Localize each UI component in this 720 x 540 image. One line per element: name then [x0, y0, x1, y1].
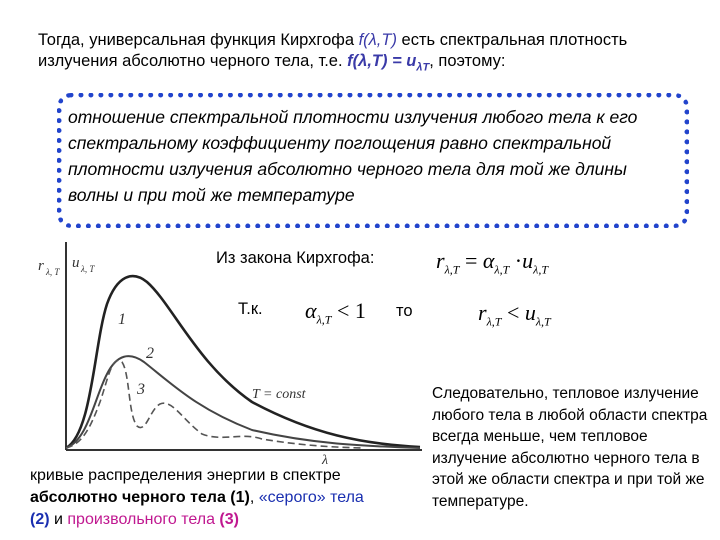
formula1-alpha: α [482, 248, 495, 273]
intro-eq: f(λ,T) = u [347, 52, 417, 70]
conclusion-text: Следовательно, тепловое излучение любого тела в любой области спектра всегда меньше, чем тепловое излучение абсолютно черного тела в этой же области спектра и при той же температуре. [432, 385, 708, 510]
y-axis-label-r-sub: λ, T [46, 267, 60, 277]
caption-black-body: абсолютно черного тела [30, 489, 226, 506]
y-axis-label-r: r [38, 258, 44, 274]
caption-and: и [49, 511, 68, 528]
caption-n1: (1) [225, 489, 250, 506]
caption-n3: (3) [214, 511, 239, 528]
intro-eq-sub: λT [416, 61, 430, 74]
intro-text [38, 30, 698, 78]
formula3-r: r [478, 300, 487, 325]
curve-label-2: 2 [146, 345, 154, 362]
x-axis-label: λ [322, 453, 329, 466]
kirchhoff-law-label: Из закона Кирхгофа: [216, 249, 375, 267]
caption-gray-body: «серого» тела [258, 489, 364, 506]
y-axis-label-u: u [72, 255, 80, 271]
inequality-formula [478, 300, 551, 329]
energy-distribution-graph [22, 234, 422, 466]
curve-gray-body [66, 356, 420, 448]
caption-n2: (2) [30, 511, 50, 528]
formula1-dot: · [514, 248, 523, 273]
since-label: Т.к. [238, 300, 263, 318]
formula1-u: u [522, 248, 534, 273]
caption-comma: , [249, 489, 259, 506]
formula2-one: 1 [354, 298, 366, 323]
formula1-eq: = [464, 248, 478, 273]
curve-label-1: 1 [118, 311, 126, 328]
formula3-u: u [524, 300, 536, 325]
then-label: то [396, 302, 413, 320]
formula2-alpha-sub: λ,T [316, 312, 332, 327]
curve-arbitrary-body [66, 360, 362, 448]
intro-part1: Тогда, универсальная функция Кирхгофа [38, 31, 359, 49]
formula1-alpha-sub: λ,T [494, 262, 510, 277]
curve-label-3: 3 [137, 381, 145, 398]
formula3-lt: < [506, 300, 520, 325]
intro-func: f(λ,T) [358, 31, 397, 49]
formula1-u-sub: λ,T [533, 262, 548, 277]
intro-part2: есть спектральная плотность излучения абсолютно черного тела, т.е. [38, 31, 628, 70]
caption-arbitrary-body: произвольного тела [67, 511, 215, 528]
caption-line1: кривые распределения энергии в спектре [30, 467, 341, 484]
formula1-r: r [436, 248, 445, 273]
formula2-alpha: α [305, 298, 317, 323]
formula1-r-sub: λ,T [444, 262, 460, 277]
formula3-u-sub: λ,T [535, 314, 551, 329]
absorption-formula [302, 298, 369, 327]
graph-caption [30, 465, 430, 531]
formula2-lt: < [336, 298, 350, 323]
y-axis-label-u-sub: λ, T [81, 264, 95, 274]
temperature-label: T = const [252, 387, 306, 402]
intro-part3: , поэтому: [429, 52, 506, 70]
formula3-r-sub: λ,T [486, 314, 502, 329]
kirchhoff-formula [436, 248, 548, 277]
definition-text: отношение спектральной плотности излучения любого тела к его спектральному коэффициенту поглощения равно спектральной плотности излучения абсолютно черного тела для той же длины волны и при той же температуре [68, 107, 638, 205]
